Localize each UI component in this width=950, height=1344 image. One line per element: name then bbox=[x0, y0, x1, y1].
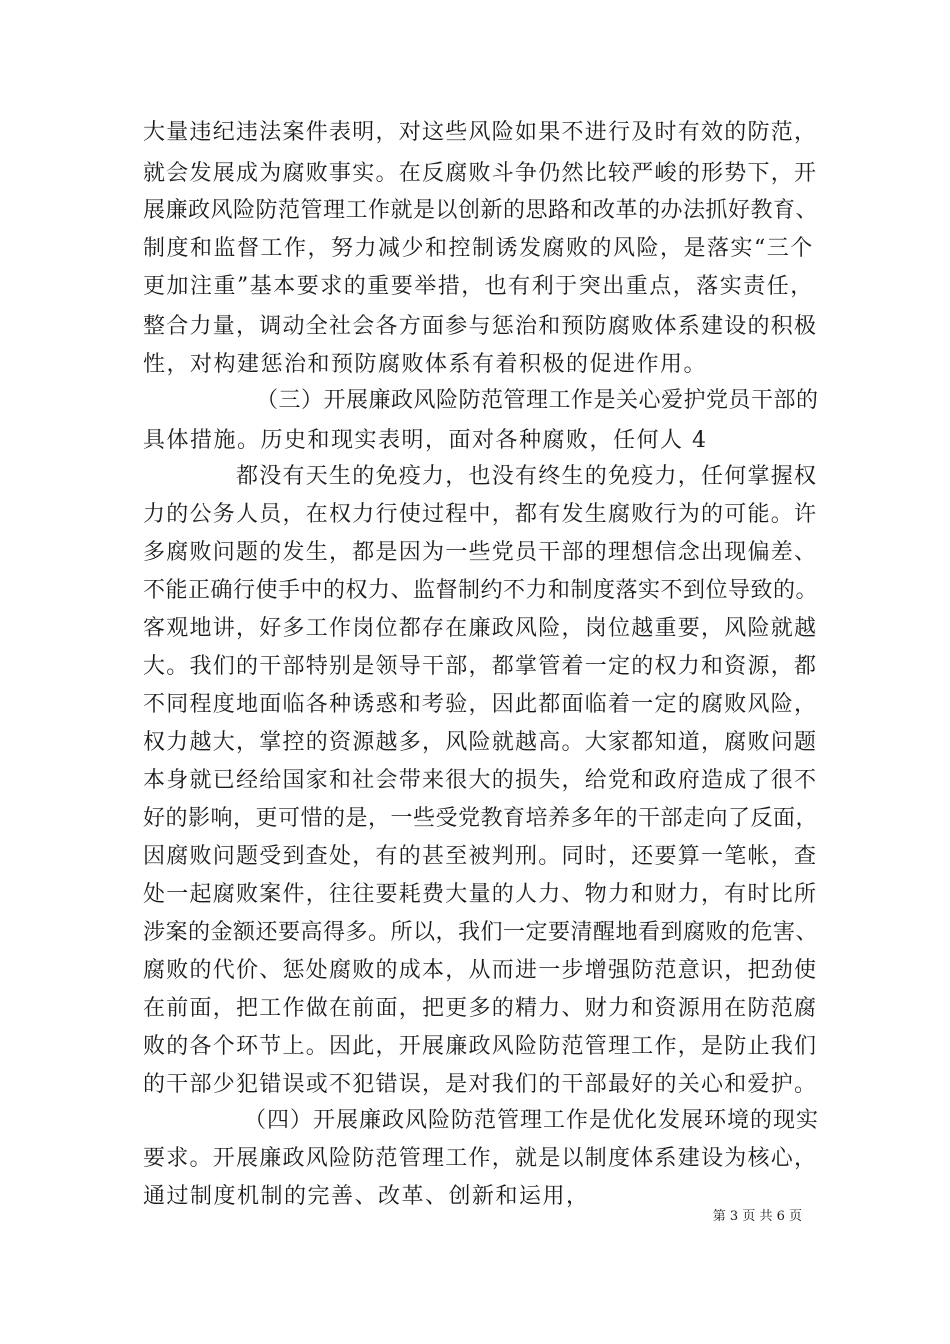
text-line: （三）开展廉政风险防范管理工作是关心爱护党员干部的 bbox=[256, 388, 819, 413]
text-line: 都没有天生的免疫力，也没有终生的免疫力，任何掌握权 bbox=[236, 464, 818, 489]
text-line: 败的各个环节上。因此，开展廉政风险防范管理工作，是防止我们 bbox=[143, 1034, 818, 1059]
text-line: 要求。开展廉政风险防范管理工作，就是以制度体系建设为核心， bbox=[143, 1146, 818, 1171]
text-line: 涉案的金额还要高得多。所以，我们一定要清醒地看到腐败的危害、 bbox=[143, 920, 819, 945]
text-line: 多腐败问题的发生，都是因为一些党员干部的理想信念出现偏差、 bbox=[143, 540, 818, 565]
page-footer: 第 3 页 共 6 页 bbox=[712, 1209, 802, 1224]
text-line: 整合力量，调动全社会各方面参与惩治和预防腐败体系建设的积极 bbox=[143, 314, 818, 339]
text-line: 的干部少犯错误或不犯错误，是对我们的干部最好的关心和爱护。 bbox=[143, 1072, 818, 1097]
text-line: （四）开展廉政风险防范管理工作是优化发展环境的现实 bbox=[244, 1108, 820, 1133]
text-line: 力的公务人员，在权力行使过程中，都有发生腐败行为的可能。许 bbox=[143, 502, 818, 527]
text-line: 就会发展成为腐败事实。在反腐败斗争仍然比较严峻的形势下，开 bbox=[143, 161, 818, 186]
text-line: 制度和监督工作，努力减少和控制诱发腐败的风险，是落实“三个 bbox=[143, 236, 814, 261]
text-line: 好的影响，更可惜的是，一些受党教育培养多年的干部走向了反面， bbox=[143, 806, 819, 831]
text-line: 性，对构建惩治和预防腐败体系有着积极的促进作用。 bbox=[143, 352, 708, 377]
text-line: 在前面，把工作做在前面，把更多的精力、财力和资源用在防范腐 bbox=[143, 996, 818, 1021]
text-line: 具体措施。历史和现实表明，面对各种腐败，任何人 4 bbox=[143, 428, 708, 453]
text-line: 处一起腐败案件，往往要耗费大量的人力、物力和财力，有时比所 bbox=[143, 882, 818, 907]
text-line: 权力越大，掌控的资源越多，风险就越高。大家都知道，腐败问题 bbox=[143, 730, 818, 755]
text-line: 客观地讲，好多工作岗位都存在廉政风险，岗位越重要，风险就越 bbox=[143, 616, 818, 641]
text-line: 不能正确行使手中的权力、监督制约不力和制度落实不到位导致的。 bbox=[143, 578, 819, 603]
text-line: 大量违纪违法案件表明，对这些风险如果不进行及时有效的防范， bbox=[143, 120, 818, 145]
text-line: 通过制度机制的完善、改革、创新和运用， bbox=[143, 1184, 590, 1209]
text-line: 腐败的代价、惩处腐败的成本，从而进一步增强防范意识，把劲使 bbox=[143, 958, 818, 983]
text-line: 因腐败问题受到查处，有的甚至被判刑。同时，还要算一笔帐，查 bbox=[143, 844, 818, 869]
text-line: 不同程度地面临各种诱惑和考验，因此都面临着一定的腐败风险， bbox=[143, 692, 818, 717]
text-line: 展廉政风险防范管理工作就是以创新的思路和改革的办法抓好教育、 bbox=[143, 198, 819, 223]
text-line: 大。我们的干部特别是领导干部，都掌管着一定的权力和资源，都 bbox=[143, 654, 818, 679]
text-line: 本身就已经给国家和社会带来很大的损失，给党和政府造成了很不 bbox=[143, 768, 818, 793]
text-line: 更加注重”基本要求的重要举措，也有利于突出重点，落实责任， bbox=[143, 274, 814, 299]
